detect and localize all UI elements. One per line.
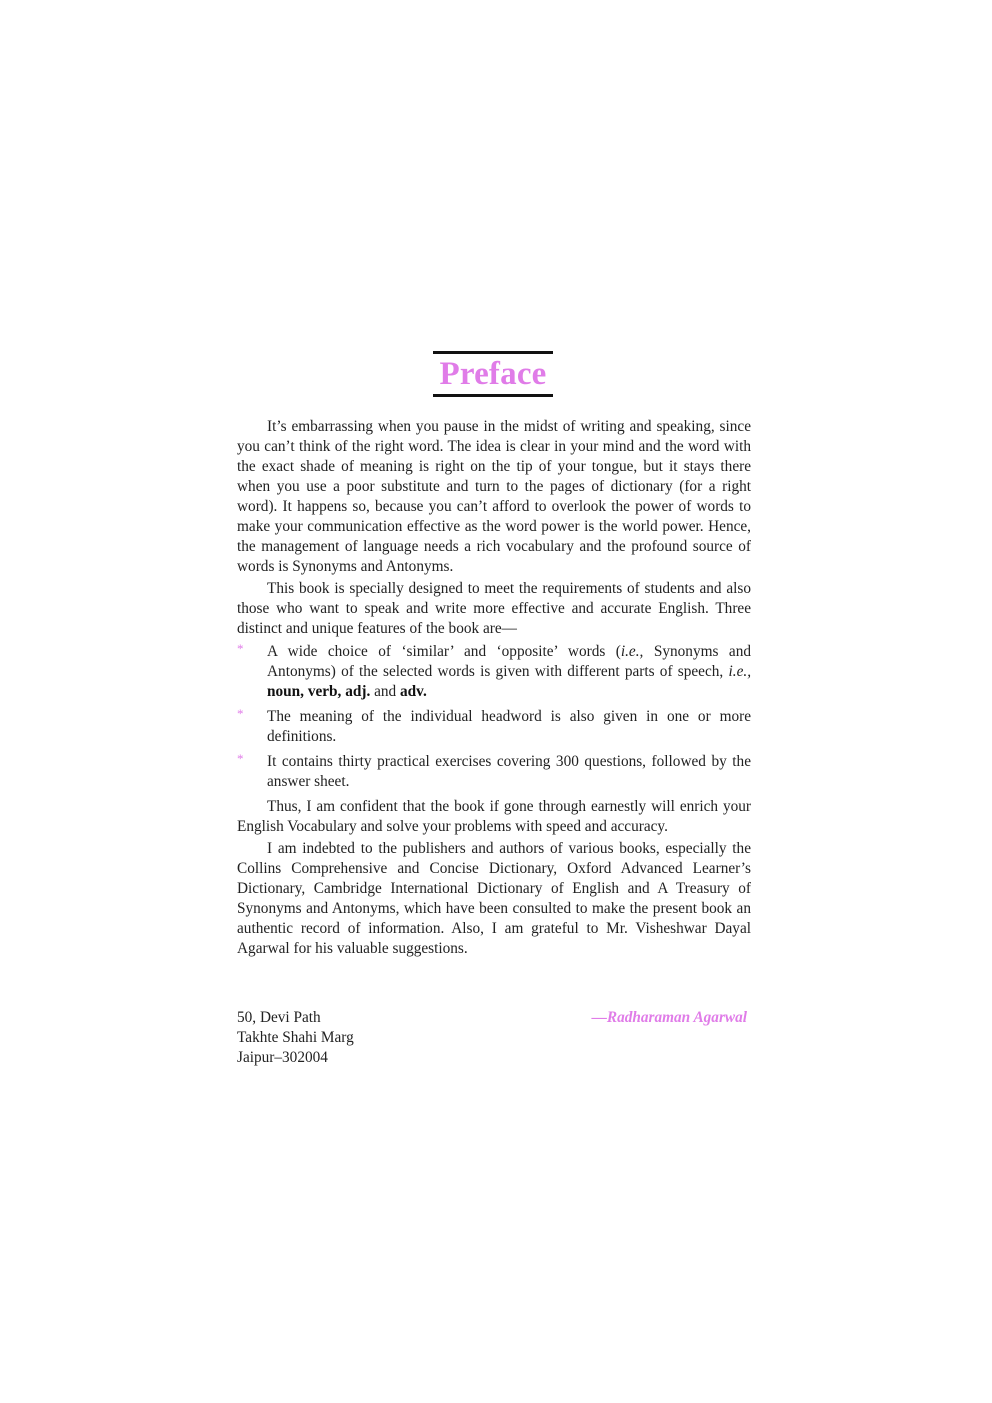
list-item: [237, 642, 751, 702]
features-list: [237, 642, 751, 792]
list-item: [237, 707, 751, 747]
asterisk-icon: *: [237, 706, 244, 721]
address-line: Takhte Shahi Marg: [237, 1029, 354, 1046]
feature-text: It contains thirty practical exercises covering 300 questions, followed by the answer sheet.: [267, 753, 751, 790]
feature-text: A wide choice of ‘similar’ and ‘opposite’ words (: [267, 643, 621, 660]
feature-text: The meaning of the individual headword is also given in one or more definitions.: [267, 708, 751, 745]
feature-ie: i.e.,: [728, 663, 752, 680]
paragraph-acknowledgement: I am indebted to the publishers and authors of various books, especially the Collins Comprehensive and Concise Dictionary, Oxford Advanced Learner’s Dictionary, Cambridge International Dictionary of English and A Treasury of Synonyms and Antonyms, which have been consulted to make the present book an authentic record of information. Also, I am grateful to Mr. Visheshwar Dayal Agarwal for his valuable suggestions.: [237, 840, 751, 957]
address-line: Jaipur–302004: [237, 1049, 328, 1066]
parts-of-speech: noun, verb, adj.: [267, 683, 371, 700]
signature-block: [237, 1008, 751, 1068]
feature-text: Synonyms and Antonyms) of the selected words is given with different parts of speech,: [267, 643, 751, 680]
parts-of-speech: adv.: [400, 683, 427, 700]
list-item: [237, 752, 751, 792]
paragraph-intro: It’s embarrassing when you pause in the midst of writing and speaking, since you can’t think of the right word. The idea is clear in your mind and the word with the exact shade of meaning is right on the tip of your tongue, but it stays there when you use a poor substitute and turn to the pages of dictionary (for a right word). It happens so, because you can’t afford to overlook the power of words to make your communication effective as the word power is the world power. Hence, the management of language needs a rich vocabulary and the profound source of words is Synonyms and Antonyms.: [237, 418, 751, 575]
paragraph-purpose: This book is specially designed to meet the requirements of students and also those who want to speak and write more effective and accurate English. Three distinct and unique features of the book are—: [237, 580, 751, 637]
feature-ie: i.e.,: [620, 643, 644, 660]
preface-body: [237, 417, 751, 961]
address-line: 50, Devi Path: [237, 1009, 321, 1026]
paragraph-confidence: Thus, I am confident that the book if gone through earnestly will enrich your English Vocabulary and solve your problems with speed and accuracy.: [237, 798, 751, 835]
page-title: Preface: [439, 356, 547, 392]
feature-text: and: [374, 683, 397, 700]
asterisk-icon: *: [237, 751, 244, 766]
title-block: [433, 351, 553, 397]
asterisk-icon: *: [237, 641, 244, 656]
author-name: —Radharaman Agarwal: [591, 1009, 747, 1026]
